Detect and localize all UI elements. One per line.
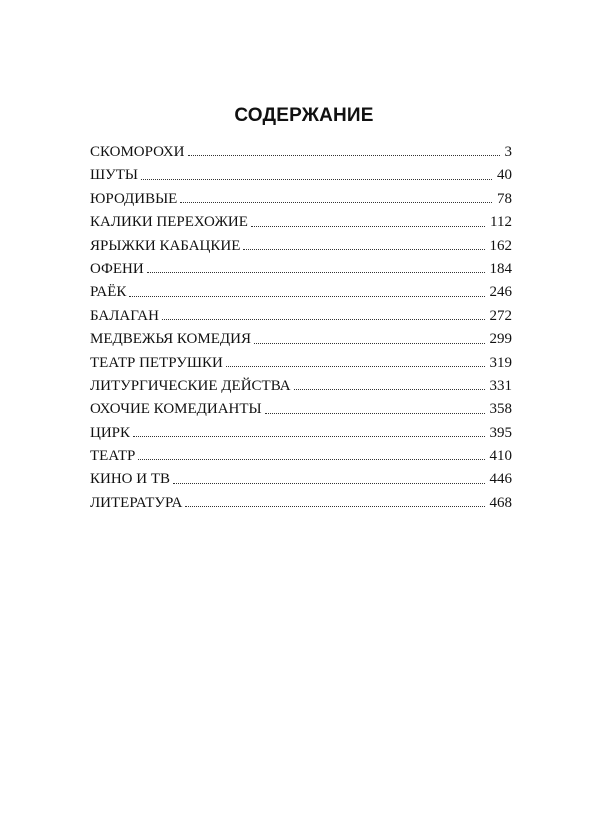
toc-leader-dots bbox=[251, 226, 485, 227]
toc-leader-dots bbox=[180, 202, 492, 203]
toc-entry-label: БАЛАГАН bbox=[90, 307, 159, 324]
toc-entry-page: 299 bbox=[489, 331, 512, 348]
toc-entry bbox=[90, 188, 512, 211]
toc-entry-label: ЯРЫЖКИ КАБАЦКИЕ bbox=[90, 237, 241, 254]
toc-entry-label: ЮРОДИВЫЕ bbox=[90, 190, 178, 207]
toc-entry bbox=[90, 352, 512, 375]
toc-entry-label: ЦИРК bbox=[90, 424, 131, 441]
toc-leader-dots bbox=[265, 413, 485, 414]
toc-entry-page: 358 bbox=[489, 401, 512, 418]
toc-leader-dots bbox=[138, 459, 484, 460]
toc-entry-page: 319 bbox=[489, 354, 512, 371]
toc-leader-dots bbox=[185, 506, 484, 507]
toc-entry-page: 246 bbox=[489, 284, 512, 301]
toc-entry-label: КИНО И ТВ bbox=[90, 471, 171, 488]
toc-entry-page: 162 bbox=[489, 237, 512, 254]
toc-leader-dots bbox=[226, 366, 485, 367]
toc-entry-label: ШУТЫ bbox=[90, 167, 138, 184]
toc-leader-dots bbox=[147, 272, 485, 273]
toc-entry-page: 3 bbox=[504, 144, 512, 160]
toc-leader-dots bbox=[173, 483, 484, 484]
toc-leader-dots bbox=[141, 179, 492, 180]
toc-entry-page: 410 bbox=[489, 448, 512, 465]
toc-entry-label: ЛИТЕРАТУРА bbox=[90, 494, 183, 511]
toc-entry bbox=[90, 422, 512, 445]
toc-entry-label: МЕДВЕЖЬЯ КОМЕДИЯ bbox=[90, 331, 251, 348]
toc-entry bbox=[90, 375, 512, 398]
toc-entry-label: СКОМОРОХИ bbox=[90, 144, 185, 160]
toc-leader-dots bbox=[188, 155, 500, 156]
toc-entry-page: 78 bbox=[497, 190, 512, 207]
toc-entry-page: 468 bbox=[489, 494, 512, 511]
toc-entry-label: ТЕАТР ПЕТРУШКИ bbox=[90, 354, 223, 371]
toc-leader-dots bbox=[294, 389, 485, 390]
toc-entry-page: 40 bbox=[497, 167, 512, 184]
toc-entry bbox=[90, 141, 512, 164]
toc-entry bbox=[90, 281, 512, 304]
toc-entry bbox=[90, 492, 512, 515]
toc-leader-dots bbox=[254, 343, 485, 344]
toc-leader-dots bbox=[133, 436, 484, 437]
toc-entry bbox=[90, 305, 512, 328]
toc-entry-label: ТЕАТР bbox=[90, 448, 136, 465]
toc-entry-page: 184 bbox=[489, 260, 512, 277]
toc-entry bbox=[90, 398, 512, 421]
toc-entry-page: 395 bbox=[489, 424, 512, 441]
toc-entry bbox=[90, 258, 512, 281]
toc-entry bbox=[90, 328, 512, 351]
toc-entry-page: 272 bbox=[489, 307, 512, 324]
toc-entry bbox=[90, 468, 512, 491]
toc-leader-dots bbox=[162, 319, 485, 320]
toc-leader-dots bbox=[129, 296, 484, 297]
toc-entry-label: ЛИТУРГИЧЕСКИЕ ДЕЙСТВА bbox=[90, 377, 291, 394]
toc-entry-label: РАЁК bbox=[90, 284, 127, 301]
toc-leader-dots bbox=[243, 249, 484, 250]
page-title: СОДЕРЖАНИЕ bbox=[234, 105, 374, 126]
toc-entry bbox=[90, 164, 512, 187]
toc-entry bbox=[90, 445, 512, 468]
toc-entry-label: КАЛИКИ ПЕРЕХОЖИЕ bbox=[90, 214, 248, 231]
toc-entry-label: ОХОЧИЕ КОМЕДИАНТЫ bbox=[90, 401, 262, 418]
table-of-contents bbox=[90, 141, 512, 515]
toc-entry-page: 112 bbox=[490, 214, 512, 231]
toc-entry bbox=[90, 235, 512, 258]
toc-entry-page: 446 bbox=[489, 471, 512, 488]
toc-entry-page: 331 bbox=[489, 377, 512, 394]
toc-entry bbox=[90, 211, 512, 234]
toc-entry-label: ОФЕНИ bbox=[90, 260, 144, 277]
